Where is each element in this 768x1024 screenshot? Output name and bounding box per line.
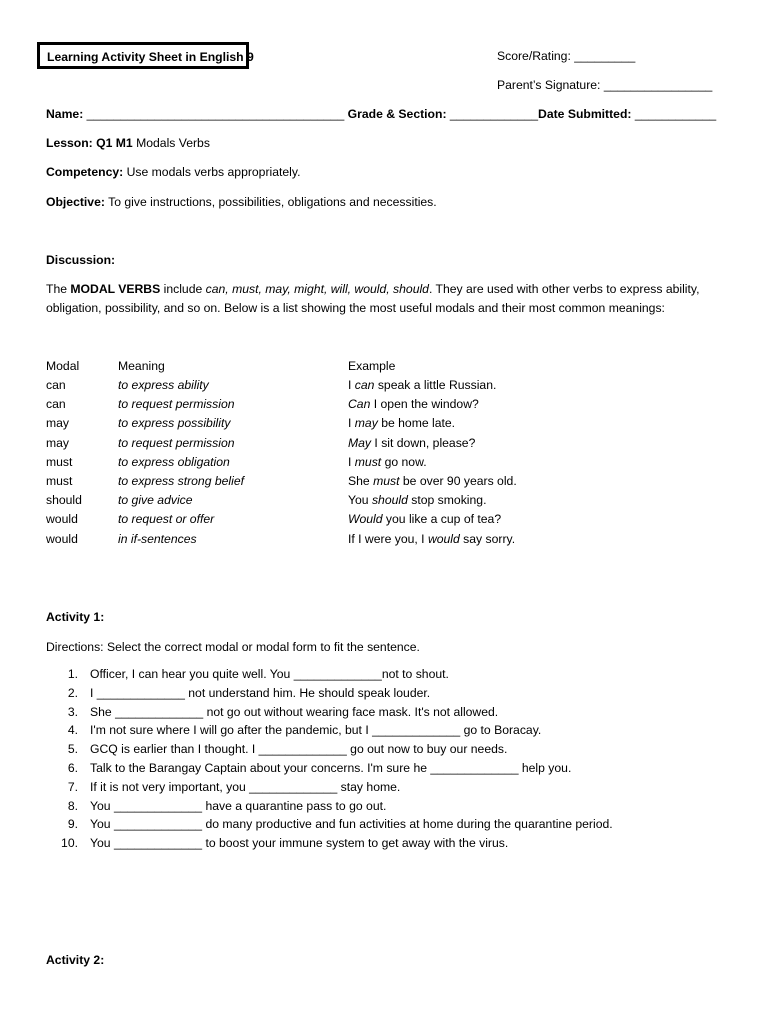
modal-cell: can (46, 378, 66, 392)
lesson-text: Modals Verbs (136, 136, 210, 150)
item-number: 4. (67, 723, 78, 738)
meaning-cell: to express obligation (118, 454, 230, 469)
grade-section-label: Grade & Section: (347, 107, 447, 121)
table-row (46, 416, 746, 435)
example-pre: I (348, 416, 355, 431)
item-number: 9. (67, 817, 78, 832)
modal-cell: must (46, 454, 73, 469)
modal-cell: may (46, 416, 70, 431)
example-pre: She (348, 474, 374, 488)
parent-signature-field: Parent’s Signature: ________________ (497, 78, 713, 92)
example-modal: May (348, 435, 372, 450)
example-cell (348, 474, 517, 488)
discussion-term: MODAL VERBS (70, 282, 161, 296)
example-modal: may (354, 416, 378, 431)
example-post: stop smoking. (407, 493, 487, 508)
example-post: say sorry. (459, 531, 516, 546)
date-submitted-blank: ____________ (634, 107, 717, 121)
meaning-cell: to express ability (118, 378, 209, 392)
meaning-cell: to request permission (118, 397, 235, 412)
example-post: speak a little Russian. (374, 378, 497, 392)
discussion-the: The (46, 282, 68, 296)
example-post: be home late. (377, 416, 456, 431)
objective-line (46, 195, 437, 209)
meaning-cell: to express strong belief (118, 474, 245, 488)
example-cell (348, 416, 455, 430)
example-pre: I (348, 378, 355, 392)
meaning-cell: to request permission (118, 435, 235, 450)
example-cell (348, 378, 496, 392)
example-modal: must (373, 474, 400, 488)
item-number: 10. (61, 836, 78, 851)
discussion-paragraph-line-1 (46, 282, 699, 296)
score-rating-field: Score/Rating: _________ (497, 49, 636, 63)
activity-2-heading: Activity 2: (46, 953, 105, 967)
date-submitted-label: Date Submitted: (538, 107, 632, 121)
item-text: You _____________ do many productive and fun activities at home during the quarantine period. (90, 817, 613, 832)
example-post: I open the window? (370, 397, 479, 412)
modal-cell: may (46, 435, 70, 450)
competency-line (46, 165, 300, 179)
meaning-cell: to request or offer (118, 512, 215, 527)
modal-cell: would (46, 512, 78, 527)
modal-cell: should (46, 493, 82, 508)
meaning-cell: to express possibility (118, 416, 231, 431)
item-number: 5. (67, 742, 78, 757)
objective-text: To give instructions, possibilities, obligations and necessities. (108, 195, 437, 209)
item-number: 8. (67, 798, 78, 813)
item-number: 7. (67, 779, 78, 794)
example-cell (348, 436, 475, 450)
table-row (46, 397, 746, 416)
example-modal: must (354, 454, 382, 469)
objective-label: Objective: (46, 195, 105, 209)
example-pre: If I were you, I (348, 531, 428, 546)
info-line (46, 107, 716, 121)
item-text: She _____________ not go out without wearing face mask. It's not allowed. (90, 704, 499, 719)
activity-1-heading: Activity 1: (46, 610, 105, 624)
modal-cell: would (46, 531, 78, 546)
example-modal: would (427, 531, 460, 546)
example-post: be over 90 years old. (399, 474, 517, 488)
table-row (46, 493, 746, 512)
table-row (46, 532, 746, 551)
table-row (46, 455, 746, 474)
header-meaning: Meaning (118, 359, 165, 373)
example-cell (348, 493, 486, 507)
worksheet-title: Learning Activity Sheet in English 9 (37, 42, 249, 69)
table-row (46, 378, 746, 397)
item-text: Talk to the Barangay Captain about your concerns. I'm sure he _____________ help you. (90, 760, 572, 775)
discussion-rest: . They are used with other verbs to express ability, (428, 282, 700, 296)
item-text: Officer, I can hear you quite well. You _____________not to shout. (90, 667, 449, 681)
header-modal: Modal (46, 359, 80, 373)
meaning-cell: to give advice (118, 493, 193, 508)
example-modal: Can (348, 397, 371, 412)
modal-cell: must (46, 474, 73, 488)
item-text: I _____________ not understand him. He should speak louder. (90, 685, 431, 700)
grade-section-blank: _____________ (449, 107, 539, 121)
example-modal: can (354, 378, 375, 392)
competency-text: Use modals verbs appropriately. (126, 165, 301, 179)
item-text: GCQ is earlier than I thought. I _____________ go out now to buy our needs. (90, 742, 508, 757)
item-text: If it is not very important, you _____________ stay home. (90, 779, 401, 794)
name-label: Name: (46, 107, 84, 121)
header-example: Example (348, 359, 396, 373)
modal-cell: can (46, 397, 66, 412)
example-pre: I (348, 454, 355, 469)
example-post: I sit down, please? (371, 435, 476, 450)
item-number: 6. (67, 760, 78, 775)
example-post: go now. (381, 454, 427, 469)
competency-label: Competency: (46, 165, 124, 179)
item-text: I'm not sure where I will go after the pandemic, but I _____________ go to Boracay. (90, 723, 542, 738)
table-row (46, 474, 746, 493)
discussion-heading: Discussion: (46, 253, 116, 267)
item-number: 2. (67, 685, 78, 700)
meaning-cell: in if-sentences (118, 531, 197, 546)
name-blank: ______________________________________ (86, 107, 345, 121)
example-post: you like a cup of tea? (382, 512, 502, 527)
example-cell (348, 397, 479, 411)
item-text: You _____________ have a quarantine pass to go out. (90, 798, 387, 813)
activity-1-directions: Directions: Select the correct modal or modal form to fit the sentence. (46, 640, 420, 654)
example-cell (348, 532, 515, 546)
discussion-examples: can, must, may, might, will, would, should (205, 282, 429, 296)
discussion-include: include (163, 282, 203, 296)
example-modal: should (371, 493, 408, 508)
example-cell (348, 455, 427, 469)
table-row (46, 436, 746, 455)
table-row (46, 512, 746, 531)
item-text: You _____________ to boost your immune system to get away with the virus. (90, 836, 509, 851)
discussion-paragraph-line-2: obligation, possibility, and so on. Below is a list showing the most useful modals and their most common meanings: (46, 301, 665, 315)
example-pre: You (348, 493, 372, 508)
table-header-row (46, 359, 746, 378)
example-modal: Would (348, 512, 383, 527)
lesson-label: Lesson: (46, 136, 93, 150)
example-cell (348, 512, 501, 526)
lesson-code: Q1 M1 (96, 136, 133, 150)
item-number: 1. (67, 667, 78, 681)
item-number: 3. (67, 704, 78, 719)
lesson-line (46, 136, 210, 150)
